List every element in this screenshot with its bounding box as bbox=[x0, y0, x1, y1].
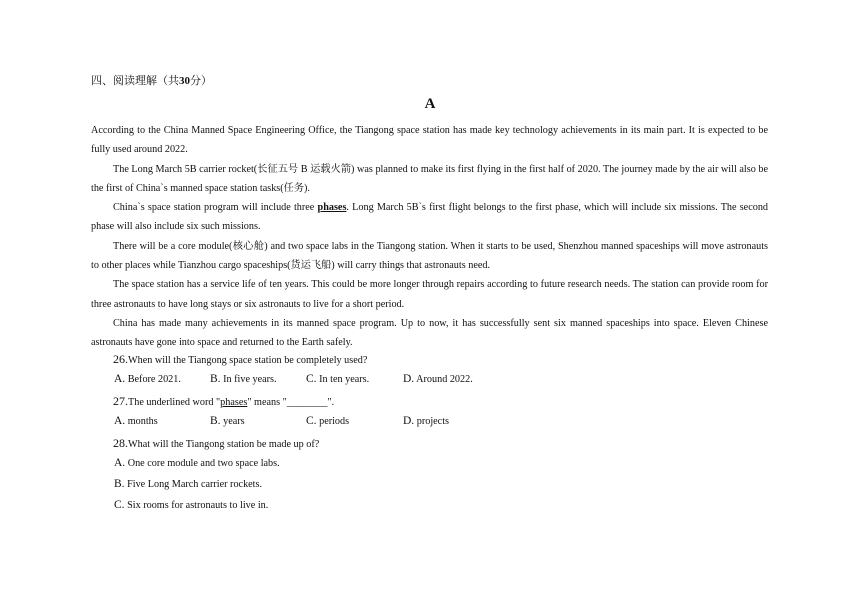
underlined-word-phases: phases bbox=[317, 202, 347, 214]
section-heading-text: 四、阅读理解（共 bbox=[91, 74, 179, 87]
option-letter: A. bbox=[114, 457, 126, 469]
option-letter: C. bbox=[306, 415, 317, 427]
option-text: In five years. bbox=[223, 374, 277, 385]
paragraph-3-end: . Long March 5B`s first flight belongs to the first phase, which will include six missions. The second phase will also include six such missions. bbox=[91, 202, 769, 233]
question-text-start: The underlined word " bbox=[128, 397, 221, 408]
option-letter: B. bbox=[210, 373, 221, 385]
option-26-d[interactable] bbox=[403, 373, 473, 385]
option-27-d[interactable] bbox=[403, 415, 449, 427]
section-heading bbox=[91, 72, 212, 88]
option-text: Five Long March carrier rockets. bbox=[127, 479, 263, 490]
option-text: months bbox=[127, 416, 158, 427]
paragraph-3 bbox=[91, 198, 768, 237]
paragraph-3-start: China`s space station program will include three bbox=[113, 202, 318, 214]
option-text: projects bbox=[416, 416, 449, 427]
option-letter: A. bbox=[114, 415, 126, 427]
option-27-b[interactable] bbox=[210, 415, 245, 427]
paragraph-1: According to the China Manned Space Engineering Office, the Tiangong space station has made key technology achievements in its main part. It is expected to be fully used around 2022. bbox=[91, 125, 768, 156]
section-heading-end: 分） bbox=[190, 74, 212, 87]
option-26-c[interactable] bbox=[306, 373, 369, 385]
option-letter: B. bbox=[114, 478, 125, 490]
question-27 bbox=[113, 394, 334, 409]
paragraph-6: China has made many achievements in its manned space program. Up to now, it has successfully sent six manned spaceships into space. Eleven Chinese astronauts have gone into space and returned to the Earth safely. bbox=[91, 317, 768, 349]
option-letter: D. bbox=[403, 373, 415, 385]
paragraph-2: The Long March 5B carrier rocket(长征五号 B 运载火箭) was planned to make its first flying in the first half of 2020. The journey made by the air will also be the first of China`s manned space station tasks(任务). bbox=[91, 163, 768, 194]
section-score: 30 bbox=[179, 75, 190, 87]
question-text: What will the Tiangong station be made up of? bbox=[128, 439, 320, 450]
option-27-c[interactable] bbox=[306, 415, 349, 427]
option-text: One core module and two space labs. bbox=[127, 458, 280, 469]
option-28-b[interactable] bbox=[114, 478, 262, 490]
option-27-a[interactable] bbox=[114, 415, 158, 427]
passage-title: A bbox=[424, 96, 436, 112]
option-text: Around 2022. bbox=[416, 374, 473, 385]
underlined-word: phases bbox=[220, 397, 248, 408]
option-26-a[interactable] bbox=[114, 373, 181, 385]
option-text: years bbox=[223, 416, 245, 427]
paragraph-4: There will be a core module(核心舱) and two space labs in the Tiangong station. When it starts to be used, Shenzhou manned spaceships will move astronauts to other places while Tianzhou cargo spaceships(货运飞船) will carry things that astronauts need. bbox=[91, 240, 768, 272]
option-text: Before 2021. bbox=[127, 374, 181, 385]
option-28-c[interactable] bbox=[114, 499, 268, 511]
option-text: In ten years. bbox=[319, 374, 370, 385]
option-letter: A. bbox=[114, 373, 126, 385]
question-text: When will the Tiangong space station be completely used? bbox=[128, 355, 368, 366]
question-number: 28. bbox=[113, 436, 128, 450]
question-text-end: " means "________". bbox=[247, 397, 335, 408]
option-28-a[interactable] bbox=[114, 457, 280, 469]
question-28 bbox=[113, 436, 319, 451]
question-26 bbox=[113, 352, 367, 367]
option-letter: C. bbox=[114, 499, 125, 511]
option-26-b[interactable] bbox=[210, 373, 277, 385]
option-letter: D. bbox=[403, 415, 415, 427]
option-text: periods bbox=[319, 416, 350, 427]
option-letter: C. bbox=[306, 373, 317, 385]
passage-body bbox=[91, 121, 768, 353]
question-number: 27. bbox=[113, 394, 128, 408]
paragraph-5: The space station has a service life of ten years. This could be more longer through repairs according to future research needs. The station can provide room for three astronauts to have long stays or six astronauts to live for a short period. bbox=[91, 279, 768, 310]
option-letter: B. bbox=[210, 415, 221, 427]
option-text: Six rooms for astronauts to live in. bbox=[127, 500, 269, 511]
question-number: 26. bbox=[113, 352, 128, 366]
